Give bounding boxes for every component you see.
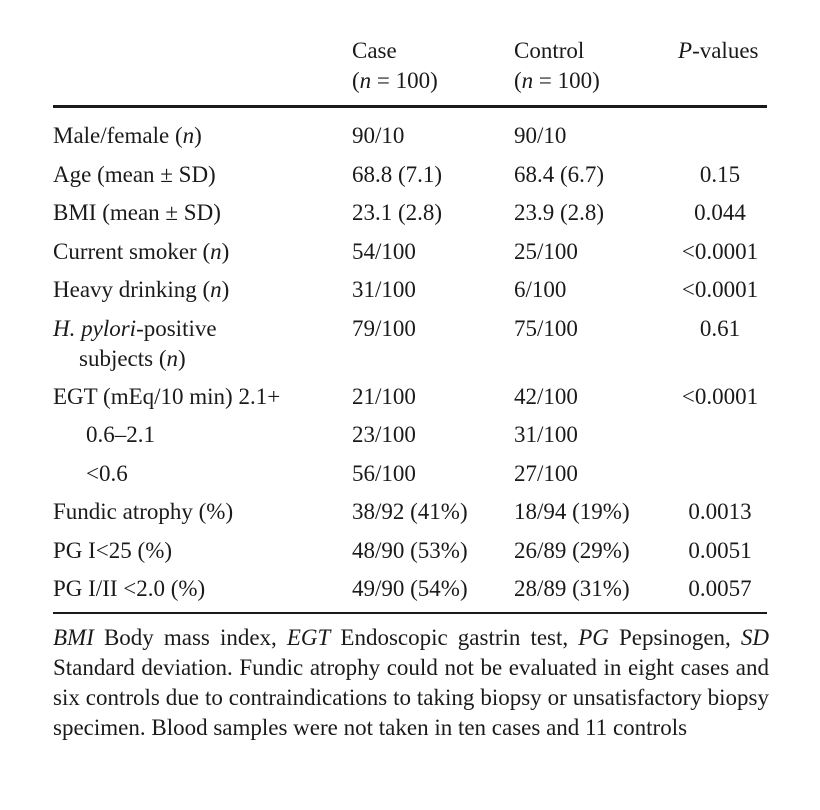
control-header-n: (n = 100) [514, 68, 600, 93]
footnote-abbr-pg: PG [578, 625, 609, 650]
case-value: 90/10 [352, 123, 405, 148]
control-value: 27/100 [514, 460, 578, 486]
case-value: 79/100 [352, 315, 416, 341]
p-value: <0.0001 [681, 383, 759, 409]
case-value: 54/100 [352, 238, 416, 264]
footnote-abbr-bmi: BMI [53, 625, 94, 650]
row-label: PG I/II <2.0 (%) [53, 576, 206, 601]
p-value: <0.0001 [681, 238, 759, 264]
case-value: 56/100 [352, 460, 416, 486]
row-label: <0.6 [86, 460, 128, 486]
case-value: 38/92 (41%) [352, 499, 468, 524]
p-value: 0.15 [699, 161, 741, 187]
table-row [0, 160, 820, 199]
case-value: 68.8 (7.1) [352, 161, 443, 187]
case-value: 23.1 (2.8) [352, 200, 443, 225]
control-header-label: Control [514, 38, 585, 63]
table-row [0, 237, 820, 276]
footnote-def-pg: Pepsinogen, [608, 625, 741, 650]
pvalues-column-header [678, 36, 758, 66]
case-header-n: (n = 100) [352, 68, 438, 93]
row-label: 0.6–2.1 [86, 422, 155, 447]
row-label: Age (mean ± SD) [53, 161, 216, 187]
p-value: 0.61 [699, 315, 741, 341]
control-value: 26/89 (29%) [514, 537, 630, 563]
control-column-header [514, 36, 600, 96]
control-value: 42/100 [514, 383, 578, 409]
table-row [0, 275, 820, 314]
p-value: 0.0013 [688, 499, 752, 524]
table-footnote [53, 623, 769, 743]
control-value: 28/89 (31%) [514, 576, 630, 601]
p-value: 0.044 [694, 200, 746, 225]
table-row [0, 314, 820, 382]
case-column-header [352, 36, 438, 96]
table-body [0, 121, 820, 613]
control-value: 18/94 (19%) [514, 499, 630, 524]
control-value: 90/10 [514, 123, 567, 148]
row-label: EGT (mEq/10 min) 2.1+ [53, 383, 281, 409]
row-label: H. pylori-positive subjects (n) [53, 315, 217, 371]
footnote-abbr-egt: EGT [286, 625, 331, 650]
table-row [0, 459, 820, 498]
header-divider [53, 105, 767, 108]
footnote-abbr-sd: SD [740, 625, 769, 650]
table-row [0, 497, 820, 536]
row-label: Heavy drinking (n) [53, 277, 230, 302]
control-value: 68.4 (6.7) [514, 161, 605, 187]
row-label: Fundic atrophy (%) [53, 499, 234, 524]
table-row [0, 382, 820, 421]
p-value: 0.0057 [688, 576, 752, 601]
case-value: 21/100 [352, 383, 416, 409]
case-header-label: Case [352, 38, 397, 63]
case-value: 31/100 [352, 277, 416, 302]
row-label: Male/female (n) [53, 123, 202, 148]
pvalues-header-label: P-values [678, 38, 759, 63]
table-row [0, 420, 820, 459]
row-label: BMI (mean ± SD) [53, 200, 221, 225]
case-value: 49/90 (54%) [352, 576, 468, 601]
table-row [0, 198, 820, 237]
control-value: 25/100 [514, 238, 578, 264]
table-row [0, 121, 820, 160]
footnote-def-bmi: Body mass index, [93, 625, 287, 650]
control-value: 75/100 [514, 315, 578, 341]
control-value: 31/100 [514, 422, 578, 447]
p-value: 0.0051 [688, 537, 752, 563]
footnote-def-sd: Standard deviation. Fundic atrophy could not be evaluated in eight cases and six controls due to contraindications to taking biopsy or unsatisfactory biopsy specimen. Blood samples were not taken in ten cases and 11 controls [53, 655, 769, 740]
table-header [0, 36, 820, 100]
table-row [0, 574, 820, 613]
footnote-def-egt: Endoscopic gastrin test, [330, 625, 579, 650]
case-value: 48/90 (53%) [352, 537, 468, 563]
control-value: 6/100 [514, 277, 567, 302]
control-value: 23.9 (2.8) [514, 200, 605, 225]
table-row [0, 536, 820, 575]
p-value: <0.0001 [681, 277, 759, 302]
row-label: Current smoker (n) [53, 238, 230, 264]
case-value: 23/100 [352, 422, 416, 447]
footer-divider [53, 612, 767, 614]
row-label: PG I<25 (%) [53, 537, 173, 563]
